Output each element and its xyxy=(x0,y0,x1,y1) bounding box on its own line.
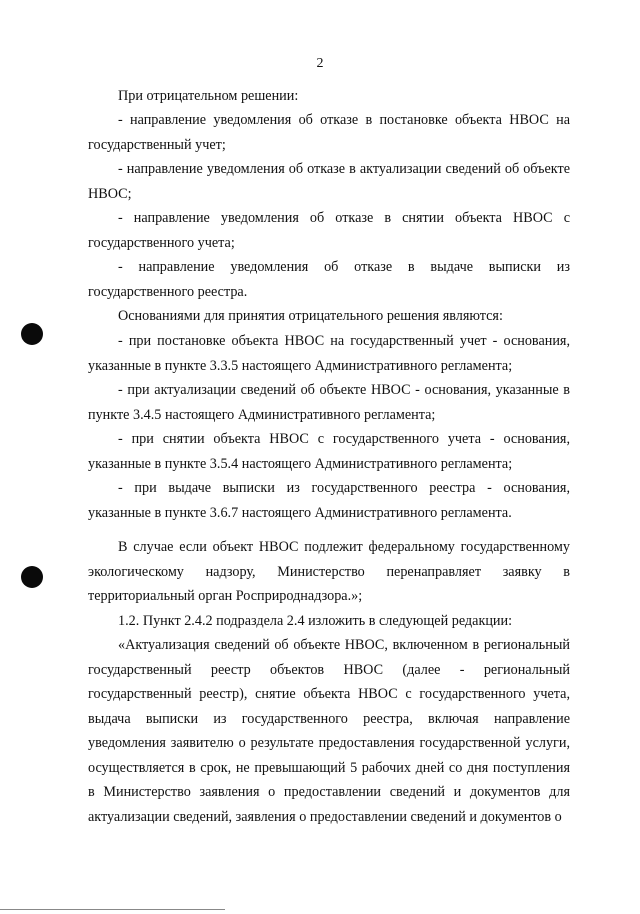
text-line: государственного реестра. xyxy=(88,283,248,300)
text-line: государственный реестр), снятие объекта НВОС с государственного учета, xyxy=(88,686,570,702)
paragraph xyxy=(88,108,570,157)
text-line: осуществляется в срок, не превышающий 5 рабочих дней со дня поступления xyxy=(88,759,570,776)
text-line: государственного учета; xyxy=(88,234,235,251)
page-number: 2 xyxy=(316,56,324,71)
text-line: - при постановке объекта НВОС на государственный учет - основания, xyxy=(118,333,570,349)
text-line: указанные в пункте 3.3.5 настоящего Административного регламента; xyxy=(88,357,513,374)
text-line: в Министерство заявления о предоставлении сведений и документов для xyxy=(88,784,570,800)
text-line: указанные в пункте 3.5.4 настоящего Административного регламента; xyxy=(88,455,513,472)
text-line: пункте 3.4.5 настоящего Административного регламента; xyxy=(88,406,436,423)
paragraph xyxy=(88,535,570,609)
paragraph xyxy=(88,157,570,206)
paragraph xyxy=(118,84,570,109)
text-line: «Актуализация сведений об объекте НВОС, включенном в региональный xyxy=(118,637,570,653)
text-line: - при выдаче выписки из государственного реестра - основания, xyxy=(118,480,570,496)
paragraph xyxy=(118,304,570,329)
text-line: Основаниями для принятия отрицательного решения являются: xyxy=(118,308,503,324)
text-line: 1.2. Пункт 2.4.2 подраздела 2.4 изложить в следующей редакции: xyxy=(118,613,513,629)
text-line: уведомления заявителю о результате предоставления государственной услуги, xyxy=(88,735,570,751)
text-line: - направление уведомления об отказе в актуализации сведений об объекте xyxy=(118,161,570,177)
paragraph xyxy=(88,476,570,525)
text-line: - направление уведомления об отказе в постановке объекта НВОС на xyxy=(118,112,570,128)
text-line: территориальный орган Росприроднадзора.»; xyxy=(88,588,363,604)
text-line: НВОС; xyxy=(88,185,132,202)
text-line: актуализации сведений, заявления о предоставлении сведений и документов о xyxy=(88,808,562,825)
text-line: При отрицательном решении: xyxy=(118,88,299,104)
paragraph xyxy=(88,329,570,378)
punch-hole-upper xyxy=(21,323,43,345)
paragraph xyxy=(88,206,570,255)
text-line: государственный реестр объектов НВОС (далее - региональный xyxy=(88,661,570,678)
punch-hole-lower xyxy=(21,566,43,588)
scan-edge-line xyxy=(0,909,225,910)
paragraph xyxy=(118,609,570,634)
paragraph xyxy=(88,633,570,829)
paragraph xyxy=(88,255,570,304)
text-line: - при актуализации сведений об объекте НВОС - основания, указанные в xyxy=(118,382,570,398)
paragraph xyxy=(88,427,570,476)
paragraph xyxy=(88,378,570,427)
text-line: указанные в пункте 3.6.7 настоящего Административного регламента. xyxy=(88,504,512,521)
text-line: - направление уведомления об отказе в выдаче выписки из xyxy=(118,259,570,275)
text-line: государственный учет; xyxy=(88,136,226,153)
text-line: - при снятии объекта НВОС с государственного учета - основания, xyxy=(118,431,570,447)
text-line: выдача выписки из государственного реестра, включая направление xyxy=(88,710,570,727)
text-line: - направление уведомления об отказе в снятии объекта НВОС с xyxy=(118,210,570,226)
text-line: В случае если объект НВОС подлежит федеральному государственному xyxy=(118,539,570,555)
text-line: экологическому надзору, Министерство перенаправляет заявку в xyxy=(88,563,570,580)
